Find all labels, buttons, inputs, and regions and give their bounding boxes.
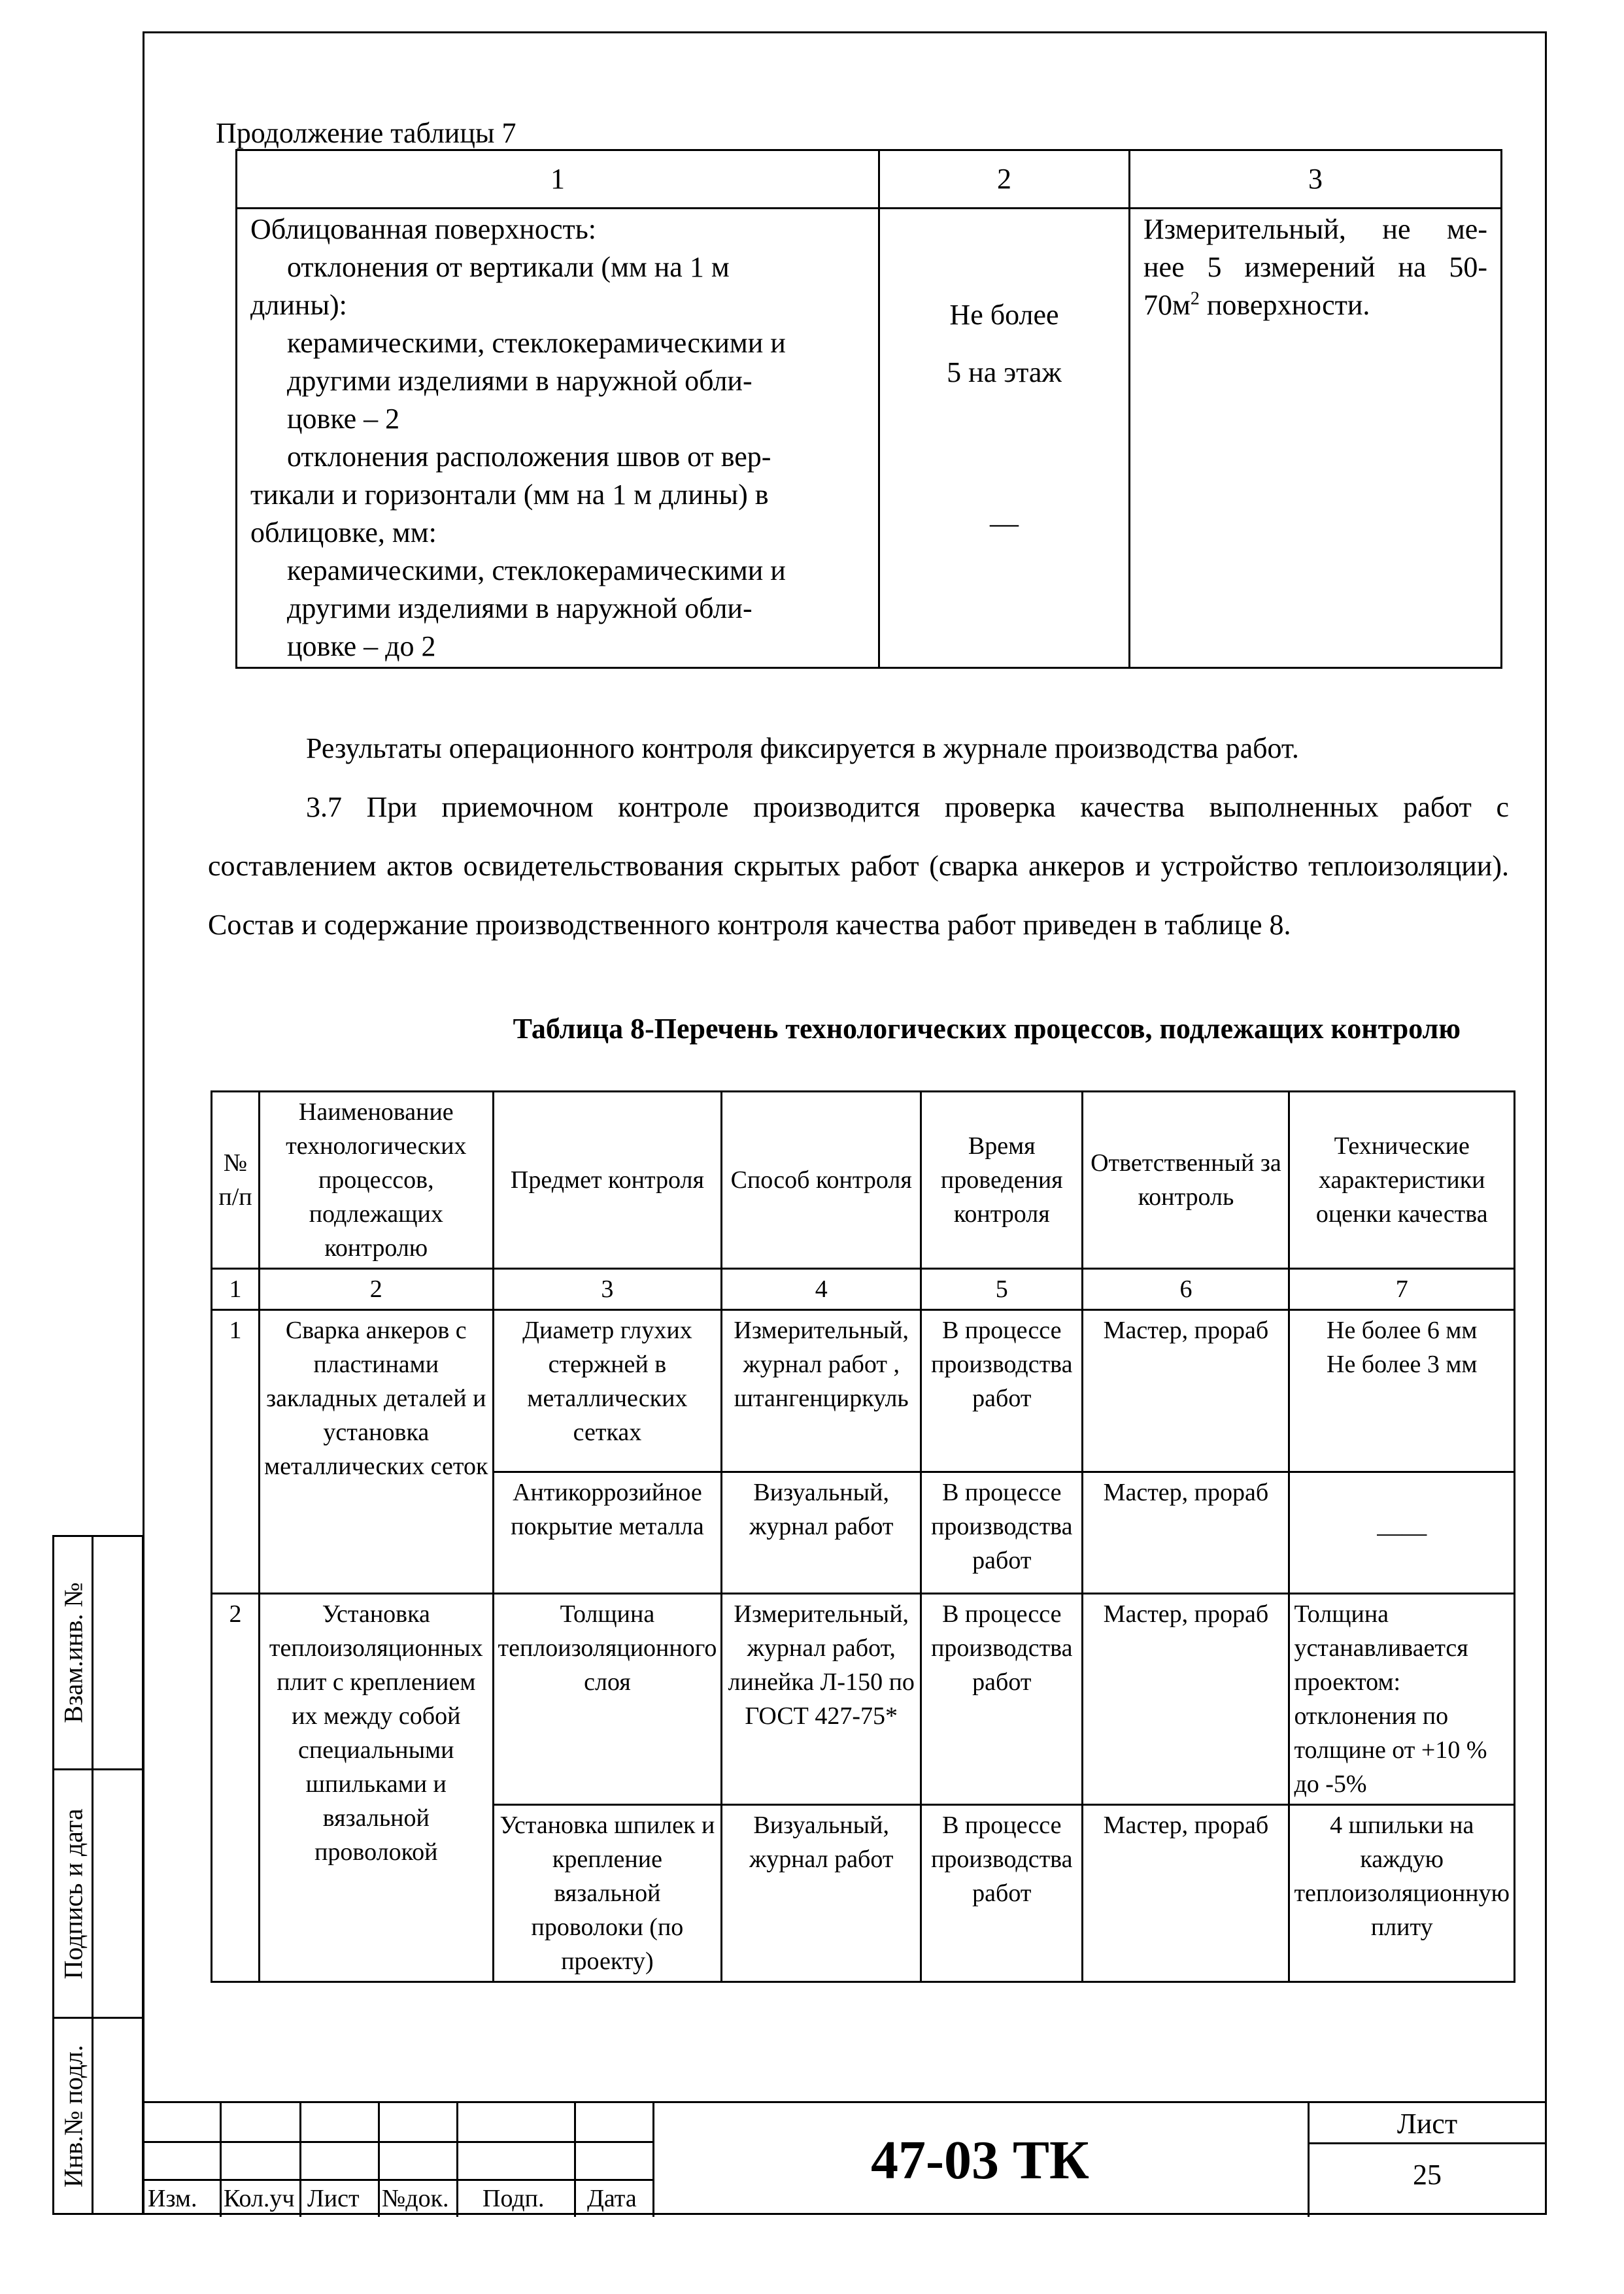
tolerance-dash: — xyxy=(990,507,1019,539)
table7-cell-description xyxy=(237,209,879,668)
side-label-original-inv: Инв.№ подл. xyxy=(58,2044,88,2187)
table7-header-2: 2 xyxy=(879,150,1130,209)
table8-title: Таблица 8-Перечень технологических процессов, подлежащих контролю xyxy=(513,1013,1461,1045)
table7-continuation-title: Продолжение таблицы 7 xyxy=(216,117,516,149)
table7-cell-method xyxy=(1130,209,1502,668)
table-row-2-process: Установка теплоизоляционных плит с креплением их между собой специальными шпильками и вязальной проволокой xyxy=(260,1594,493,1982)
table-row-1a-responsible: Мастер, прораб xyxy=(1083,1310,1289,1472)
table-row-2b-responsible: Мастер, прораб xyxy=(1083,1805,1289,1982)
table8-header-time: Время проведения контроля xyxy=(921,1092,1083,1269)
table-row-1-num: 1 xyxy=(212,1310,260,1594)
description-line: тикали и горизонтали (мм на 1 м длины) в xyxy=(250,479,769,511)
table-row-1b-spec: —— xyxy=(1289,1472,1515,1594)
table-row-1a-method: Измерительный, журнал работ , штангенциркуль xyxy=(722,1310,921,1472)
description-line: отклонения расположения швов от вер- xyxy=(287,441,771,473)
paragraph-acceptance-control: 3.7 При приемочном контроле производится проверка качества выполненных работ с составлением актов освидетельствования скрытых работ (сварка анкеров и устройство теплоизоляции). Состав и содержание производственного контроля качества работ приведен в таблице 8. xyxy=(208,791,1509,941)
description-line: керамическими, стеклокерамическими и xyxy=(287,554,786,586)
table-row-2a-subject: Толщина теплоизоляционного слоя xyxy=(493,1594,722,1805)
stamp-label-signature: Подп. xyxy=(482,2185,545,2212)
title-block xyxy=(143,2101,1547,2217)
table8-header-num: № п/п xyxy=(212,1092,260,1269)
table8-header-subject: Предмет контроля xyxy=(493,1092,722,1269)
table-row-2a-time: В процессе производства работ xyxy=(921,1594,1083,1805)
tolerance-line-1: Не более xyxy=(949,299,1059,331)
description-line: отклонения от вертикали (мм на 1 м xyxy=(287,251,730,283)
table8-header-responsible: Ответственный за контроль xyxy=(1083,1092,1289,1269)
table7 xyxy=(235,149,1502,669)
table8-colnum-3: 3 xyxy=(493,1269,722,1310)
description-line: облицовке, мм: xyxy=(250,516,437,548)
description-line: цовке – до 2 xyxy=(287,630,436,662)
table-row-2b-spec: 4 шпильки на каждую теплоизоляционную плиту xyxy=(1289,1805,1515,1982)
description-line: Облицованная поверхность: xyxy=(250,213,596,245)
table7-cell-tolerance xyxy=(879,209,1130,668)
paragraph-operational-control: Результаты операционного контроля фиксируется в журнале производства работ. xyxy=(306,732,1299,764)
side-stamp-signature xyxy=(52,1770,144,2019)
table-row-1b-method: Визуальный, журнал работ xyxy=(722,1472,921,1594)
table-row-2b-method: Визуальный, журнал работ xyxy=(722,1805,921,1982)
table-row-1b-responsible: Мастер, прораб xyxy=(1083,1472,1289,1594)
table-row-2b-time: В процессе производства работ xyxy=(921,1805,1083,1982)
table-row-2a-method: Измерительный, журнал работ, линейка Л-150 по ГОСТ 427-75* xyxy=(722,1594,921,1805)
description-line: цовке – 2 xyxy=(287,403,400,435)
side-label-replaced-inv: Взам.инв. № xyxy=(58,1582,88,1723)
side-label-signature-date: Подпись и дата xyxy=(58,1808,88,1980)
table8-colnum-4: 4 xyxy=(722,1269,921,1310)
table-row-2-num: 2 xyxy=(212,1594,260,1982)
table-row-1-process: Сварка анкеров с пластинами закладных деталей и установка металлических сеток xyxy=(260,1310,493,1594)
sheet-label: Лист xyxy=(1396,2108,1458,2140)
description-line: другими изделиями в наружной обли- xyxy=(287,592,753,624)
table8-colnum-7: 7 xyxy=(1289,1269,1515,1310)
document-code: 47-03 ТК xyxy=(871,2129,1089,2191)
stamp-label-sheet: Лист xyxy=(307,2185,360,2212)
table-row-1a-spec: Не более 6 мм Не более 3 мм xyxy=(1289,1310,1515,1472)
stamp-label-count: Кол.уч xyxy=(224,2185,295,2212)
tolerance-line-2: 5 на этаж xyxy=(947,356,1062,388)
table8-colnum-5: 5 xyxy=(921,1269,1083,1310)
sheet-number: 25 xyxy=(1413,2159,1442,2191)
table7-header-1: 1 xyxy=(237,150,879,209)
table-row-2a-spec: Толщина устанавливается проектом: отклонения по толщине от +10 % до -5% xyxy=(1289,1594,1515,1805)
table8-header-method: Способ контроля xyxy=(722,1092,921,1269)
table-row-1b-time: В процессе производства работ xyxy=(921,1472,1083,1594)
description-line: другими изделиями в наружной обли- xyxy=(287,365,753,397)
table8 xyxy=(211,1090,1515,1983)
side-stamp-replaced-inv xyxy=(52,1535,144,1770)
method-line-2: нее 5 измерений на 50- xyxy=(1143,251,1487,283)
table8-colnum-6: 6 xyxy=(1083,1269,1289,1310)
stamp-label-docnum: №док. xyxy=(382,2185,449,2212)
table8-header-spec: Технические характеристики оценки качества xyxy=(1289,1092,1515,1269)
method-line-3: $70м^2$ поверхности. xyxy=(1143,288,1370,321)
table-row-2a-responsible: Мастер, прораб xyxy=(1083,1594,1289,1805)
table8-colnum-2: 2 xyxy=(260,1269,493,1310)
description-line: длины): xyxy=(250,289,347,321)
table7-header-3: 3 xyxy=(1130,150,1502,209)
table8-header-process: Наименование технологических процессов, подлежащих контролю xyxy=(260,1092,493,1269)
table-row-1a-time: В процессе производства работ xyxy=(921,1310,1083,1472)
description-line: керамическими, стеклокерамическими и xyxy=(287,327,786,359)
table8-colnum-1: 1 xyxy=(212,1269,260,1310)
method-line-1: Измерительный, не ме- xyxy=(1143,213,1487,245)
table-row-1a-subject: Диаметр глухих стержней в металлических сетках xyxy=(493,1310,722,1472)
stamp-label-date: Дата xyxy=(587,2185,637,2212)
side-stamp-original-inv xyxy=(52,2019,144,2215)
table-row-1b-subject: Антикоррозийное покрытие металла xyxy=(493,1472,722,1594)
table-row-2b-subject: Установка шпилек и крепление вязальной проволоки (по проекту) xyxy=(493,1805,722,1982)
stamp-label-change: Изм. xyxy=(148,2185,197,2212)
